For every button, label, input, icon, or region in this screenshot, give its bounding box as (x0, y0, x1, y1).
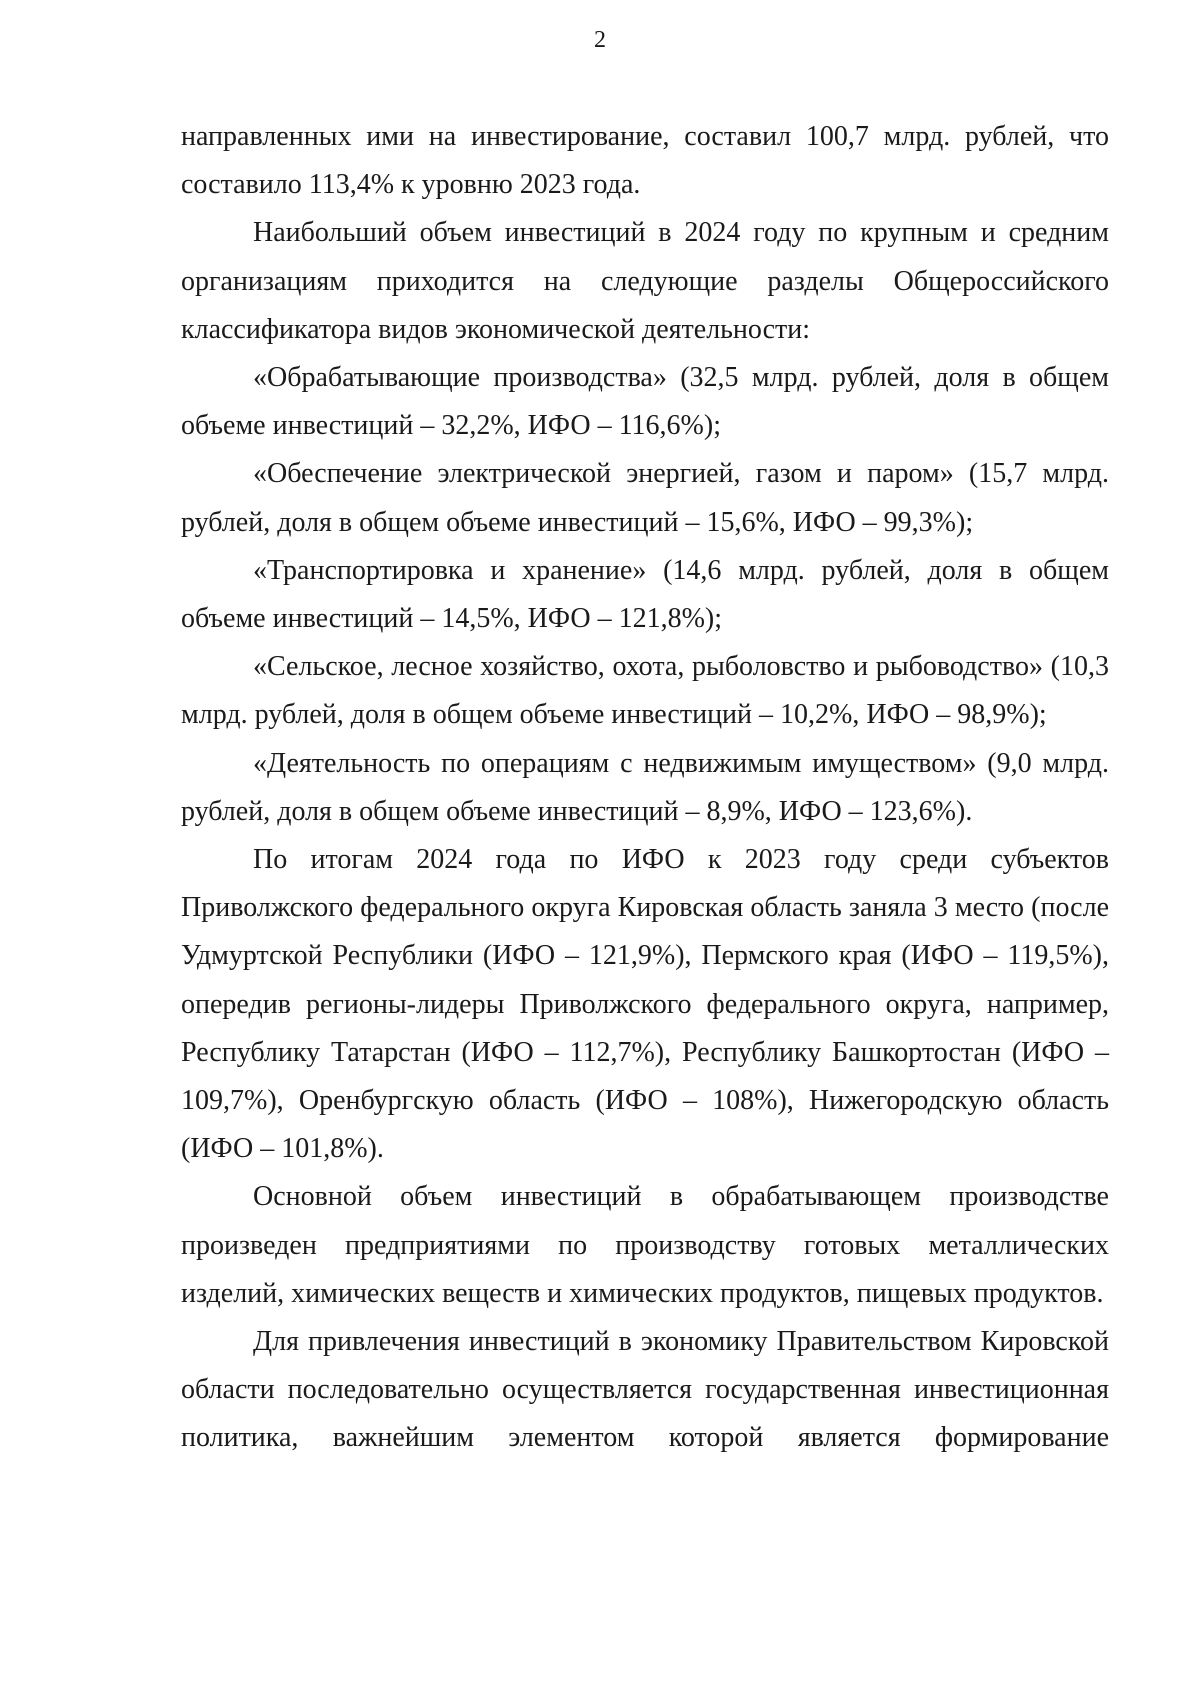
paragraph-real-estate: «Деятельность по операциям с недвижимым имуществом» (9,0 млрд. рублей, доля в общем объеме инвестиций – 8,9%, ИФО – 123,6%). (181, 747, 1109, 827)
paragraph-energy-supply: «Обеспечение электрической энергией, газом и паром» (15,7 млрд. рублей, доля в общем объеме инвестиций – 15,6%, ИФО – 99,3%); (181, 458, 1109, 538)
paragraph-investment-sections-intro: Наибольший объем инвестиций в 2024 году по крупным и средним организациям приходится на следующие разделы Общероссийского классификатора видов экономической деятельности: (181, 217, 1109, 345)
page-number: 2 (594, 27, 606, 53)
paragraph-transportation: «Транспортировка и хранение» (14,6 млрд. рублей, доля в общем объеме инвестиций – 14,5%, ИФО – 121,8%); (181, 554, 1109, 635)
paragraph-regional-ranking: По итогам 2024 года по ИФО к 2023 году среди субъектов Приволжского федерального округа Кировская область заняла 3 место (после Удмуртской Республики (ИФО – 121,9%), Пермского края (ИФО – 119,5%), опередив регионы-лидеры Приволжского федерального округа, например, Республику Татарстан (ИФО – 112,7%), Республику Башкортостан (ИФО – 109,7%), Оренбургскую область (ИФО – 108%), Нижегородскую область (ИФО – 101,8%). (181, 844, 1109, 1165)
document-body (181, 113, 1109, 1463)
paragraph-investment-policy: Для привлечения инвестиций в экономику Правительством Кировской области последовательно осуществляется государственная инвестиционная политика, важнейшим элементом которой является формирование (181, 1326, 1109, 1454)
paragraph-manufacturing-investments: Основной объем инвестиций в обрабатывающем производстве произведен предприятиями по производству готовых металлических изделий, химических веществ и химических продуктов, пищевых продуктов. (181, 1181, 1109, 1309)
paragraph-manufacturing: «Обрабатывающие производства» (32,5 млрд. рублей, доля в общем объеме инвестиций – 32,2%, ИФО – 116,6%); (181, 362, 1109, 442)
paragraph-agriculture: «Сельское, лесное хозяйство, охота, рыболовство и рыбоводство» (10,3 млрд. рублей, доля в общем объеме инвестиций – 10,2%, ИФО – 98,9%); (181, 651, 1109, 731)
paragraph-continuation: направленных ими на инвестирование, составил 100,7 млрд. рублей, что составило 113,4% к уровню 2023 года. (181, 121, 1109, 201)
